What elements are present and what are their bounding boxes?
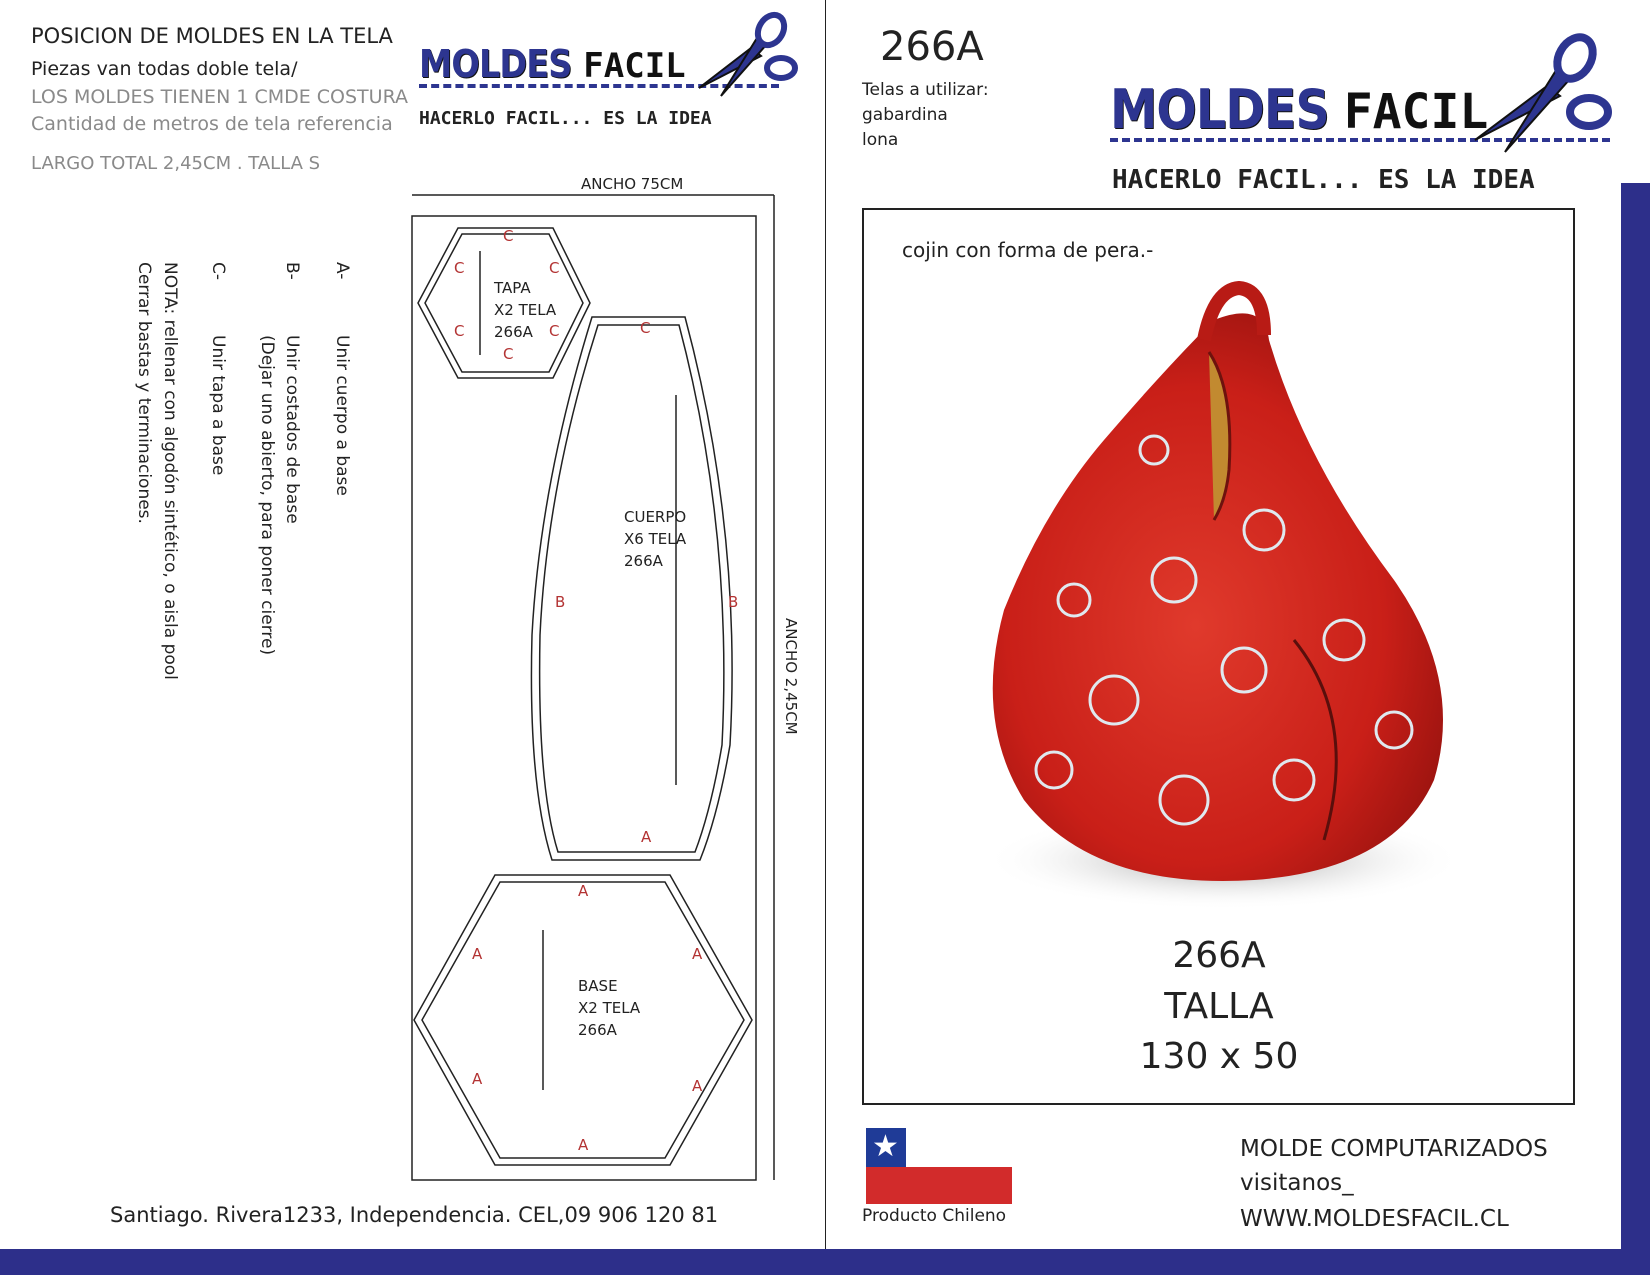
product-card bbox=[862, 208, 1575, 1105]
instruction-b: Unir costados de base bbox=[282, 335, 302, 524]
brand-tagline-large: HACERLO FACIL... ES LA IDEA bbox=[1112, 165, 1535, 195]
product-model-code: 266A bbox=[1172, 935, 1266, 976]
brand-word-moldes: MOLDES bbox=[419, 42, 572, 86]
finishing-note: Cerrar bastas y terminaciones. bbox=[134, 262, 154, 524]
brand-word-facil: FACIL bbox=[1343, 84, 1489, 140]
size-label: TALLA bbox=[1164, 986, 1274, 1027]
piece-cuerpo-label: CUERPO X6 TELA 266A bbox=[624, 508, 687, 570]
instruction-c: Unir tapa a base bbox=[208, 335, 228, 476]
pieces-note: Piezas van todas doble tela/ bbox=[31, 58, 298, 80]
seam-mark-a: A bbox=[692, 945, 703, 963]
brand-logo-small bbox=[419, 42, 799, 102]
seam-mark-a: A bbox=[578, 1136, 589, 1154]
fabric-width-label: ANCHO 75CM bbox=[581, 175, 684, 193]
seam-mark-a: A bbox=[641, 828, 652, 846]
brand-tagline-small: HACERLO FACIL... ES LA IDEA bbox=[419, 108, 712, 129]
instruction-a-letter: A- bbox=[332, 262, 352, 280]
filling-note: NOTA: rellenar con algodón sintético, o aisla pool bbox=[160, 262, 180, 680]
seam-mark-c: C bbox=[503, 345, 514, 363]
flag-caption: Producto Chileno bbox=[862, 1206, 1007, 1226]
seam-note: LOS MOLDES TIENEN 1 CMDE COSTURA bbox=[31, 86, 409, 108]
beanbag-photo bbox=[964, 280, 1484, 920]
fabric-lona: lona bbox=[862, 130, 899, 150]
length-note: LARGO TOTAL 2,45CM . TALLA S bbox=[31, 153, 321, 174]
brand-logo-large bbox=[1110, 78, 1630, 148]
visit-label: visitanos_ bbox=[1240, 1170, 1354, 1196]
piece-tapa-label: TAPA X2 TELA 266A bbox=[494, 279, 557, 341]
fabric-length-label: ANCHO 2,45CM bbox=[782, 618, 800, 735]
seam-mark-c: C bbox=[549, 259, 560, 277]
seam-mark-a: A bbox=[578, 882, 589, 900]
seam-mark-a: A bbox=[692, 1077, 703, 1095]
address-line: Santiago. Rivera1233, Independencia. CEL,09 906 120 81 bbox=[110, 1203, 719, 1227]
star-icon: ★ bbox=[872, 1129, 899, 1164]
seam-mark-c: C bbox=[454, 322, 465, 340]
footer-bar bbox=[0, 1249, 1650, 1275]
instruction-b-letter: B- bbox=[282, 262, 302, 280]
piece-base-label: BASE X2 TELA 266A bbox=[578, 977, 641, 1039]
seam-mark-c: C bbox=[454, 259, 465, 277]
pattern-code: 266A bbox=[880, 24, 984, 70]
brand-word-moldes: MOLDES bbox=[1110, 78, 1329, 141]
product-description: cojin con forma de pera.- bbox=[902, 238, 1154, 262]
chile-flag bbox=[866, 1128, 1012, 1204]
instruction-c-letter: C- bbox=[208, 262, 228, 281]
instruction-a: Unir cuerpo a base bbox=[332, 335, 352, 496]
computerized-label: MOLDE COMPUTARIZADOS bbox=[1240, 1136, 1548, 1162]
instruction-b-note: (Dejar uno abierto, para poner cierre) bbox=[257, 335, 277, 656]
fabric-note: Cantidad de metros de tela referencia bbox=[31, 113, 393, 135]
scissors-icon bbox=[691, 8, 801, 104]
brand-word-facil: FACIL bbox=[583, 46, 686, 86]
side-accent-bar bbox=[1621, 183, 1650, 1253]
seam-mark-c: C bbox=[640, 319, 651, 337]
fabric-gabardina: gabardina bbox=[862, 105, 948, 125]
product-size: 130 x 50 bbox=[1139, 1036, 1299, 1077]
seam-mark-a: A bbox=[472, 1070, 483, 1088]
seam-mark-c: C bbox=[503, 227, 514, 245]
scissors-icon bbox=[1465, 30, 1615, 160]
fabrics-title: Telas a utilizar: bbox=[862, 80, 989, 100]
seam-mark-b: B bbox=[555, 593, 566, 611]
seam-mark-a: A bbox=[472, 945, 483, 963]
website-link[interactable]: WWW.MOLDESFACIL.CL bbox=[1240, 1206, 1509, 1232]
layout-title: POSICION DE MOLDES EN LA TELA bbox=[31, 24, 393, 48]
seam-mark-b: B bbox=[728, 593, 739, 611]
seam-mark-c: C bbox=[549, 322, 560, 340]
page-divider bbox=[825, 0, 826, 1250]
